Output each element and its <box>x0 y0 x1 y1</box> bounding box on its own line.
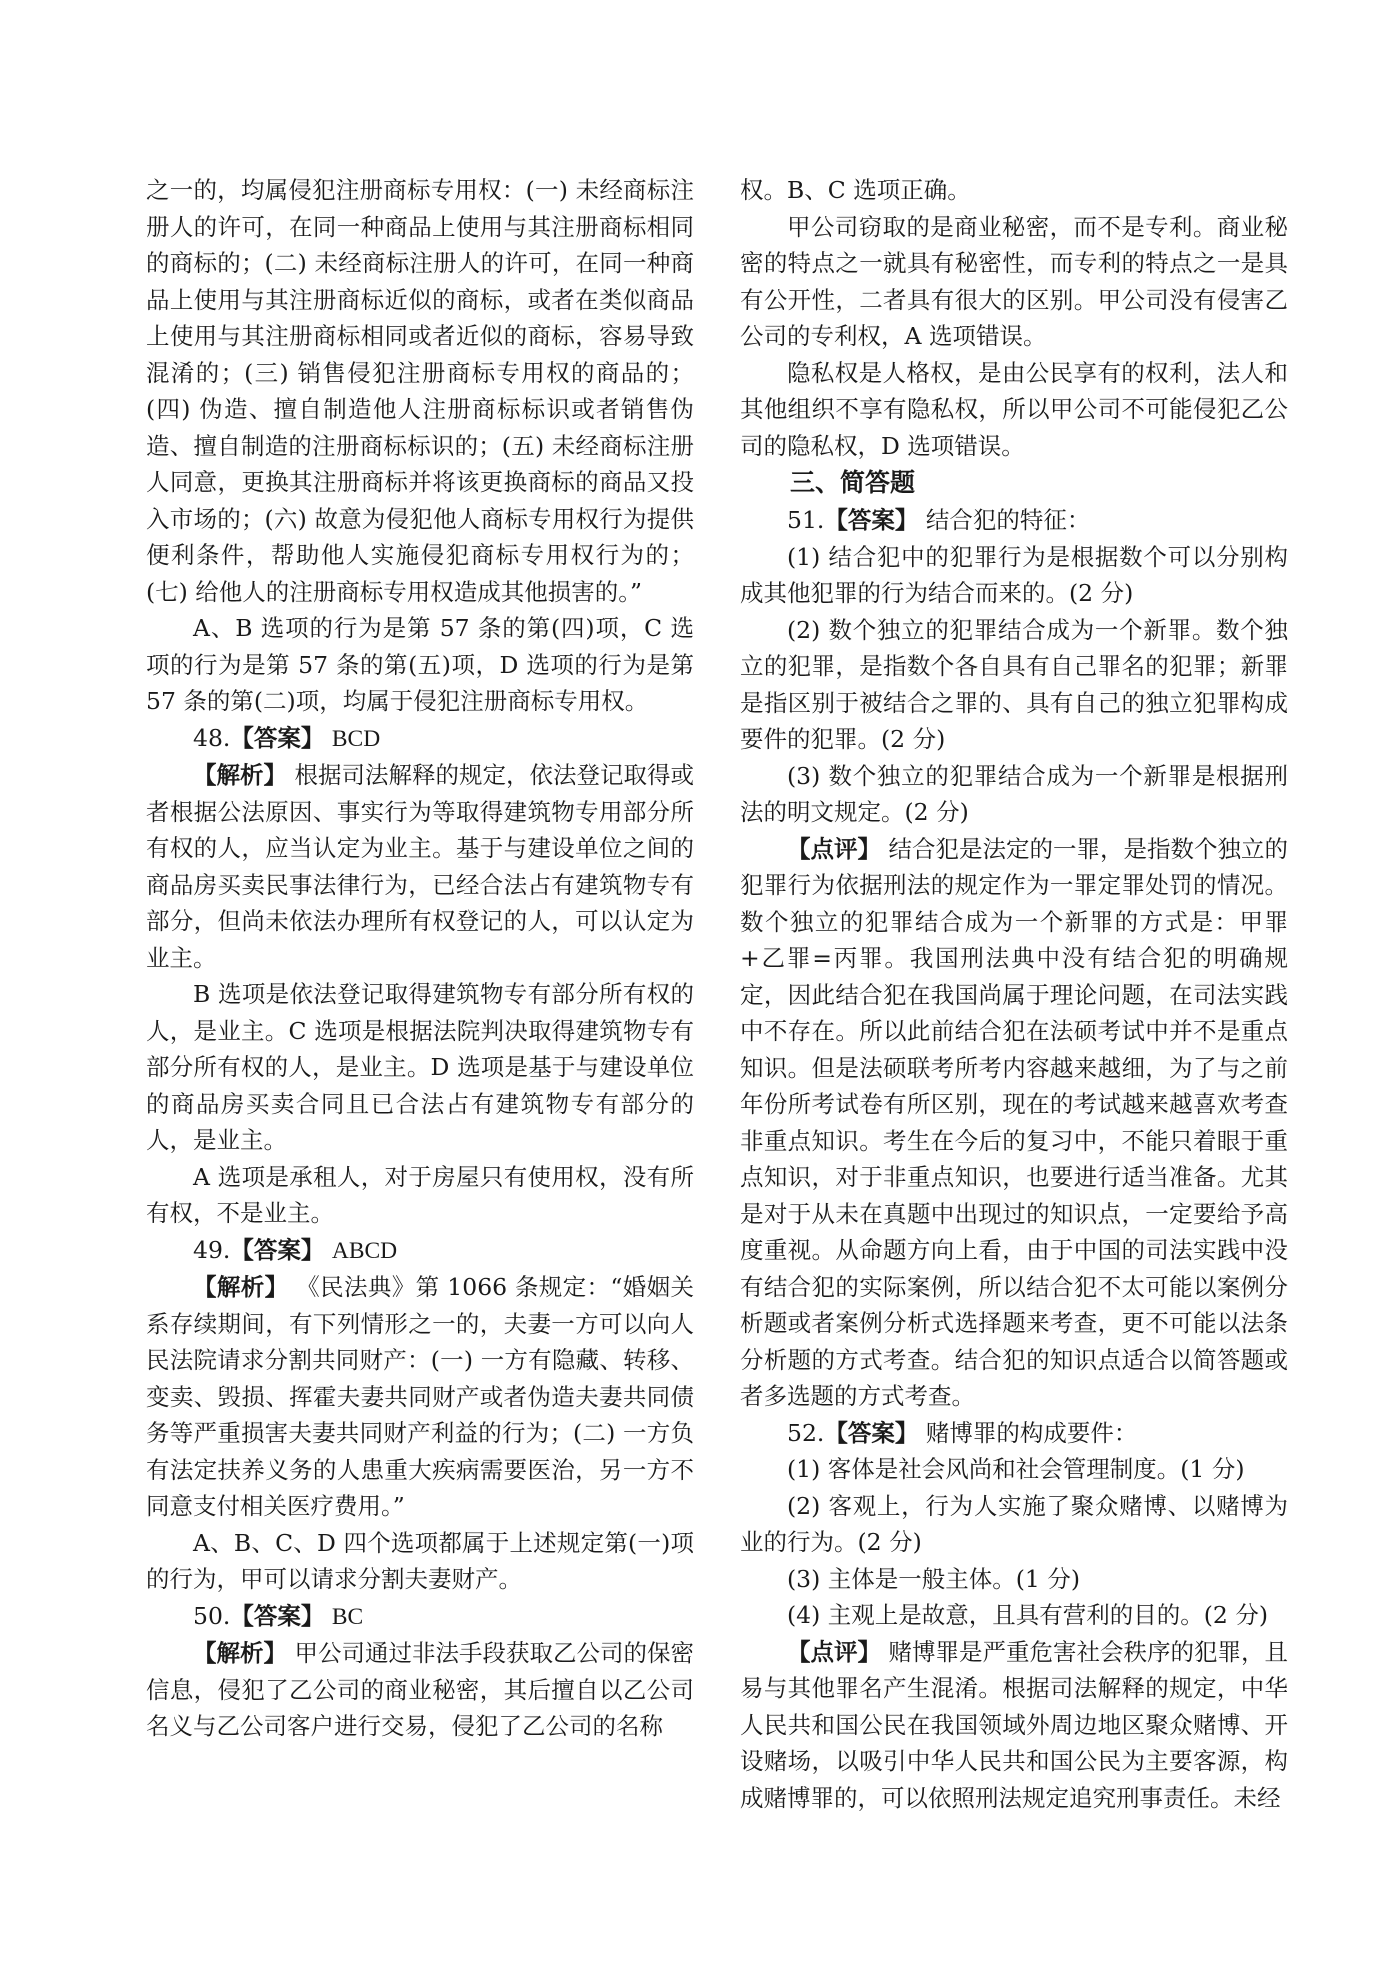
paragraph: A、B、C、D 四个选项都属于上述规定第(一)项的行为，甲可以请求分割夫妻财产。 <box>146 1528 694 1593</box>
analysis-49 <box>146 1269 694 1525</box>
analysis-label: 【解析】 <box>193 1639 288 1667</box>
paragraph: B 选项是依法登记取得建筑物专有部分所有权的人，是业主。C 选项是根据法院判决取得建筑物专有部分所有权的人，是业主。D 选项是基于与建设单位的商品房买卖合同且已合法占有建筑物专有部分的人，是业主。 <box>146 980 694 1154</box>
list-item: (1) 结合犯中的犯罪行为是根据数个可以分别构成其他犯罪的行为结合而来的。(2 分) <box>740 542 1288 607</box>
answer-label: 【答案】 <box>824 1418 919 1447</box>
analysis-text: 根据司法解释的规定，依法登记取得或者根据公法原因、事实行为等取得建筑物专用部分所有权的人，应当认定为业主。基于与建设单位之间的商品房买卖民事法律行为，已经合法占有建筑物专有部分，但尚未依法办理所有权登记的人，可以认定为业主。 <box>146 761 695 972</box>
analysis-text: 甲公司通过非法手段获取乙公司的保密信息，侵犯了乙公司的商业秘密，其后擅自以乙公司名义与乙公司客户进行交易，侵犯了乙公司的名称 <box>146 1639 695 1740</box>
paragraph: 隐私权是人格权，是由公民享有的权利，法人和其他组织不享有隐私权，所以甲公司不可能侵犯乙公司的隐私权，D 选项错误。 <box>740 358 1288 460</box>
section-title: 三、简答题 <box>790 468 916 497</box>
left-column <box>146 172 694 1745</box>
answer-value: BC <box>331 1603 364 1630</box>
list-item: (3) 主体是一般主体。(1 分) <box>787 1564 1081 1593</box>
list-item: (4) 主观上是故意，且具有营利的目的。(2 分) <box>787 1601 1269 1629</box>
list-item: (2) 客观上，行为人实施了聚众赌博、以赌博为业的行为。(2 分) <box>740 1491 1288 1556</box>
paragraph: 甲公司窃取的是商业秘密，而不是专利。商业秘密的特点之一就具有秘密性，而专利的特点之一是具有公开性，二者具有很大的区别。甲公司没有侵害乙公司的专利权，A 选项错误。 <box>740 212 1288 350</box>
paragraph: A 选项是承租人，对于房屋只有使用权，没有所有权，不是业主。 <box>146 1162 694 1227</box>
answer-value: ABCD <box>331 1237 398 1264</box>
comment-label: 【点评】 <box>787 1637 882 1666</box>
answer-label: 【答案】 <box>230 1601 325 1630</box>
analysis-48 <box>146 757 694 976</box>
paragraph: 权。B、C 选项正确。 <box>740 176 971 204</box>
comment-text: 结合犯是法定的一罪，是指数个独立的犯罪行为依据刑法的规定作为一罪定罪处罚的情况。数个独立的犯罪结合成为一个新罪的方式是：甲罪+乙罪=丙罪。我国刑法典中没有结合犯的明确规定，因此结合犯在我国尚属于理论问题，在司法实践中不存在。所以此前结合犯在法硕考试中并不是重点知识。但是法硕联考所考内容越来越细，为了与之前年份所考试卷有所区别，现在的考试越来越喜欢考查非重点知识。考生在今后的复习中，不能只着眼于重点知识，对于非重点知识，也要进行适当准备。尤其是对于从未在真题中出现过的知识点，一定要给予高度重视。从命题方向上看，由于中国的司法实践中没有结合犯的实际案例，所以结合犯不太可能以案例分析题或者案例分析式选择题来考查，更不可能以法条分析题的方式考查。结合犯的知识点适合以简答题或者多选题的方式考查。 <box>740 834 1289 1410</box>
answer-label: 【答案】 <box>230 1235 325 1264</box>
comment-label: 【点评】 <box>787 834 882 863</box>
right-column <box>740 172 1288 1816</box>
answer-value: 赌博罪的构成要件： <box>925 1418 1138 1447</box>
comment-text: 赌博罪是严重危害社会秩序的犯罪，且易与其他罪名产生混淆。根据司法解释的规定，中华人民共和国公民在我国领域外周边地区聚众赌博、开设赌场，以吸引中华人民共和国公民为主要客源，构成赌博罪的，可以依照刑法规定追究刑事责任。未经 <box>740 1637 1289 1812</box>
answer-label: 【答案】 <box>230 723 325 752</box>
question-number: 52. <box>787 1418 825 1447</box>
answer-value: 结合犯的特征： <box>925 506 1091 534</box>
analysis-label: 【解析】 <box>193 1273 289 1301</box>
comment-52 <box>740 1634 1288 1817</box>
paragraph: 之一的，均属侵犯注册商标专用权：(一) 未经商标注册人的许可，在同一种商品上使用与其注册商标相同的商标的；(二) 未经商标注册人的许可，在同一种商品上使用与其注册商标近似的商标，或者在类似商品上使用与其注册商标相同或者近似的商标，容易导致混淆的；(三) 销售侵犯注册商标专用权的商品的；(四) 伪造、擅自制造他人注册商标标识或者销售伪造、擅自制造的注册商标标识的；(五) 未经商标注册人同意，更换其注册商标并将该更换商标的商品又投入市场的；(六) 故意为侵犯他人商标专用权行为提供便利条件，帮助他人实施侵犯商标专用权行为的；(七) 给他人的注册商标专用权造成其他损害的。” <box>146 176 694 606</box>
analysis-text: 《民法典》第 1066 条规定：“婚姻关系存续期间，有下列情形之一的，夫妻一方可以向人民法院请求分割共同财产：(一) 一方有隐藏、转移、变卖、毁损、挥霍夫妻共同财产或者伪造夫妻共同债务等严重损害夫妻共同财产利益的行为；(二) 一方负有法定扶养义务的人患重大疾病需要医治，另一方不同意支付相关医疗费用。” <box>146 1273 694 1520</box>
question-number: 50. <box>193 1601 231 1630</box>
answer-line-51 <box>740 502 1288 539</box>
question-number: 48. <box>193 723 231 752</box>
answer-line-49 <box>146 1232 694 1270</box>
answer-line-52 <box>740 1415 1288 1452</box>
question-number: 51. <box>787 506 825 534</box>
list-item: (2) 数个独立的犯罪结合成为一个新罪。数个独立的犯罪，是指数个各自具有自己罪名的犯罪；新罪是指区别于被结合之罪的、具有自己的独立犯罪构成要件的犯罪。(2 分) <box>740 615 1288 753</box>
list-item: (3) 数个独立的犯罪结合成为一个新罪是根据刑法的明文规定。(2 分) <box>740 761 1288 826</box>
analysis-label: 【解析】 <box>193 761 288 789</box>
paragraph: A、B 选项的行为是第 57 条的第(四)项，C 选项的行为是第 57 条的第(五)项，D 选项的行为是第 57 条的第(二)项，均属于侵犯注册商标专用权。 <box>146 614 694 715</box>
analysis-50 <box>146 1635 694 1745</box>
list-item: (1) 客体是社会风尚和社会管理制度。(1 分) <box>787 1455 1245 1483</box>
answer-value: BCD <box>331 725 381 752</box>
answer-line-48 <box>146 720 694 758</box>
answer-line-50 <box>146 1598 694 1636</box>
question-number: 49. <box>193 1235 231 1264</box>
comment-51 <box>740 831 1288 1415</box>
answer-label: 【答案】 <box>824 506 919 534</box>
